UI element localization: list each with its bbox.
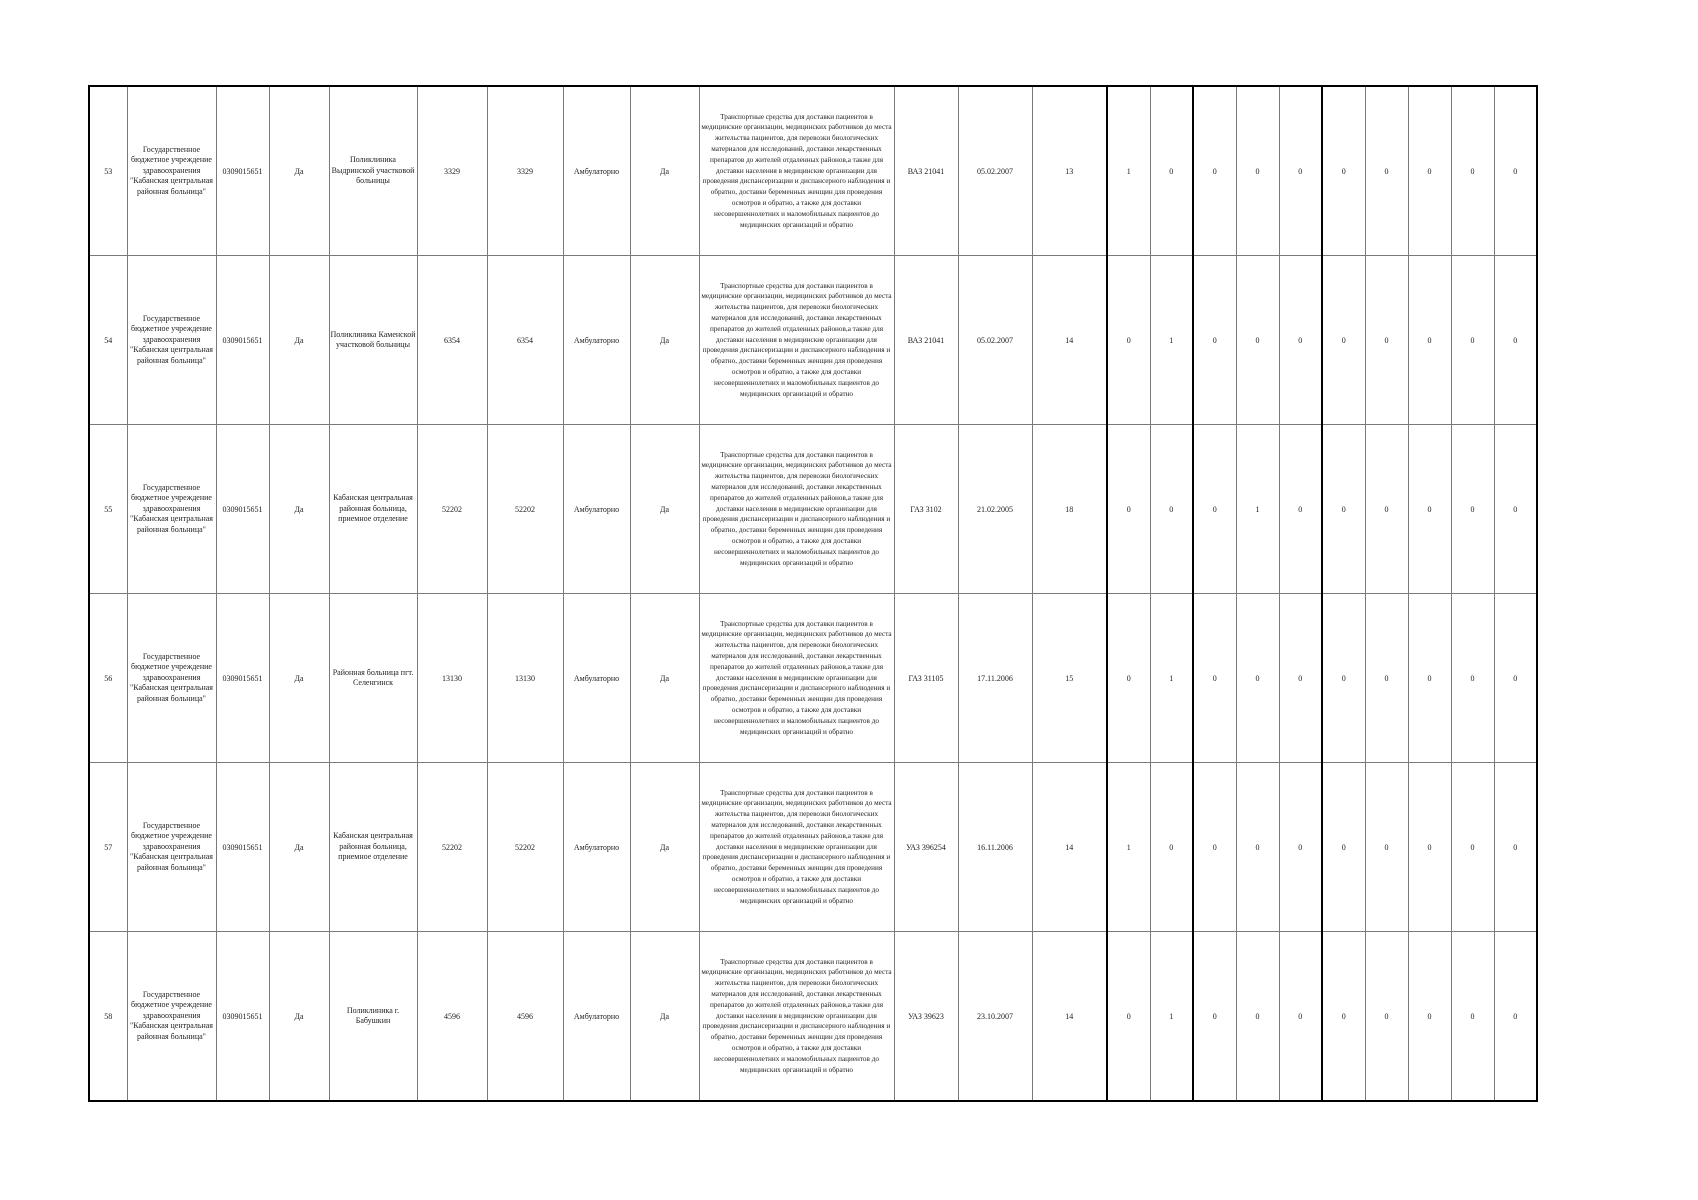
count-cell: 0 bbox=[1494, 594, 1537, 763]
flag-cell: Да bbox=[630, 932, 699, 1102]
vehicle-model-cell: ГАЗ 31105 bbox=[894, 594, 958, 763]
count-cell: 0 bbox=[1451, 425, 1494, 594]
count-cell: 0 bbox=[1279, 256, 1322, 425]
count-cell: 0 bbox=[1322, 932, 1365, 1102]
population-attached-cell: 4596 bbox=[487, 932, 563, 1102]
count-cell: 0 bbox=[1408, 425, 1451, 594]
count-cell: 0 bbox=[1279, 594, 1322, 763]
count-cell: 0 bbox=[1236, 86, 1279, 256]
count-cell: 0 bbox=[1193, 763, 1236, 932]
organization-cell: Государственное бюджетное учреждение здравоохранения "Кабанская центральная районная больница" bbox=[127, 256, 216, 425]
flag-cell: Да bbox=[269, 256, 329, 425]
inn-cell: 0309015651 bbox=[216, 425, 269, 594]
purpose-cell: Транспортные средства для доставки пациентов в медицинские организации, медицинских работников до места жительства пациентов, для перевозки биологических материалов для исследований, доставки лекарственных препаратов до жителей отдаленных районов,а также для доставки населения в медицинские организации для проведения диспансеризации и диспансерного наблюдения и обратно, доставки беременных женщин для проведения осмотров и обратно, а также для доставки несовершеннолетних и маломобильных пациентов до медицинских организаций и обратно bbox=[699, 594, 894, 763]
flag-cell: Да bbox=[269, 425, 329, 594]
count-cell: 0 bbox=[1322, 594, 1365, 763]
care-type-cell: Амбулаторно bbox=[563, 86, 630, 256]
count-cell: 0 bbox=[1236, 256, 1279, 425]
count-cell: 0 bbox=[1279, 86, 1322, 256]
count-cell: 1 bbox=[1107, 763, 1150, 932]
vehicle-model-cell: УАЗ 396254 bbox=[894, 763, 958, 932]
count-cell: 0 bbox=[1451, 763, 1494, 932]
count-cell: 0 bbox=[1365, 425, 1408, 594]
count-cell: 0 bbox=[1193, 932, 1236, 1102]
flag-cell: Да bbox=[630, 763, 699, 932]
count-cell: 0 bbox=[1150, 763, 1193, 932]
purpose-cell: Транспортные средства для доставки пациентов в медицинские организации, медицинских работников до места жительства пациентов, для перевозки биологических материалов для исследований, доставки лекарственных препаратов до жителей отдаленных районов,а также для доставки населения в медицинские организации для проведения диспансеризации и диспансерного наблюдения и обратно, доставки беременных женщин для проведения осмотров и обратно, а также для доставки несовершеннолетних и маломобильных пациентов до медицинских организаций и обратно bbox=[699, 425, 894, 594]
registration-date-cell: 05.02.2007 bbox=[958, 86, 1032, 256]
count-cell: 1 bbox=[1150, 594, 1193, 763]
population-cell: 4596 bbox=[417, 932, 487, 1102]
table-row bbox=[89, 256, 1537, 425]
table-row bbox=[89, 594, 1537, 763]
purpose-cell: Транспортные средства для доставки пациентов в медицинские организации, медицинских работников до места жительства пациентов, для перевозки биологических материалов для исследований, доставки лекарственных препаратов до жителей отдаленных районов,а также для доставки населения в медицинские организации для проведения диспансеризации и диспансерного наблюдения и обратно, доставки беременных женщин для проведения осмотров и обратно, а также для доставки несовершеннолетних и маломобильных пациентов до медицинских организаций и обратно bbox=[699, 763, 894, 932]
care-type-cell: Амбулаторно bbox=[563, 594, 630, 763]
purpose-cell: Транспортные средства для доставки пациентов в медицинские организации, медицинских работников до места жительства пациентов, для перевозки биологических материалов для исследований, доставки лекарственных препаратов до жителей отдаленных районов,а также для доставки населения в медицинские организации для проведения диспансеризации и диспансерного наблюдения и обратно, доставки беременных женщин для проведения осмотров и обратно, а также для доставки несовершеннолетних и маломобильных пациентов до медицинских организаций и обратно bbox=[699, 86, 894, 256]
row-number-cell: 56 bbox=[89, 594, 127, 763]
count-cell: 0 bbox=[1107, 932, 1150, 1102]
count-cell: 0 bbox=[1107, 256, 1150, 425]
count-cell: 0 bbox=[1408, 932, 1451, 1102]
row-number-cell: 58 bbox=[89, 932, 127, 1102]
count-cell: 1 bbox=[1150, 932, 1193, 1102]
flag-cell: Да bbox=[269, 763, 329, 932]
count-cell: 0 bbox=[1451, 594, 1494, 763]
flag-cell: Да bbox=[630, 594, 699, 763]
flag-cell: Да bbox=[269, 86, 329, 256]
count-cell: 0 bbox=[1365, 594, 1408, 763]
count-cell: 0 bbox=[1365, 932, 1408, 1102]
count-cell: 0 bbox=[1279, 763, 1322, 932]
vehicle-age-cell: 14 bbox=[1032, 932, 1107, 1102]
population-attached-cell: 52202 bbox=[487, 763, 563, 932]
vehicle-age-cell: 14 bbox=[1032, 763, 1107, 932]
count-cell: 0 bbox=[1236, 594, 1279, 763]
flag-cell: Да bbox=[269, 594, 329, 763]
count-cell: 0 bbox=[1365, 763, 1408, 932]
count-cell: 0 bbox=[1365, 86, 1408, 256]
flag-cell: Да bbox=[269, 932, 329, 1102]
count-cell: 0 bbox=[1279, 425, 1322, 594]
vehicle-age-cell: 15 bbox=[1032, 594, 1107, 763]
table-row bbox=[89, 763, 1537, 932]
count-cell: 0 bbox=[1322, 763, 1365, 932]
population-attached-cell: 52202 bbox=[487, 425, 563, 594]
registration-date-cell: 17.11.2006 bbox=[958, 594, 1032, 763]
count-cell: 0 bbox=[1494, 932, 1537, 1102]
count-cell: 0 bbox=[1322, 425, 1365, 594]
table-body bbox=[89, 86, 1537, 1101]
count-cell: 0 bbox=[1236, 763, 1279, 932]
registration-date-cell: 16.11.2006 bbox=[958, 763, 1032, 932]
organization-cell: Государственное бюджетное учреждение здравоохранения "Кабанская центральная районная больница" bbox=[127, 86, 216, 256]
count-cell: 1 bbox=[1236, 425, 1279, 594]
inn-cell: 0309015651 bbox=[216, 86, 269, 256]
vehicle-registry-table bbox=[88, 85, 1538, 1102]
count-cell: 0 bbox=[1107, 594, 1150, 763]
care-type-cell: Амбулаторно bbox=[563, 932, 630, 1102]
subdivision-cell: Поликлиника г. Бабушкин bbox=[329, 932, 417, 1102]
organization-cell: Государственное бюджетное учреждение здравоохранения "Кабанская центральная районная больница" bbox=[127, 932, 216, 1102]
count-cell: 0 bbox=[1193, 256, 1236, 425]
inn-cell: 0309015651 bbox=[216, 256, 269, 425]
purpose-cell: Транспортные средства для доставки пациентов в медицинские организации, медицинских работников до места жительства пациентов, для перевозки биологических материалов для исследований, доставки лекарственных препаратов до жителей отдаленных районов,а также для доставки населения в медицинские организации для проведения диспансеризации и диспансерного наблюдения и обратно, доставки беременных женщин для проведения осмотров и обратно, а также для доставки несовершеннолетних и маломобильных пациентов до медицинских организаций и обратно bbox=[699, 256, 894, 425]
subdivision-cell: Районная больница пгт. Селенгинск bbox=[329, 594, 417, 763]
flag-cell: Да bbox=[630, 256, 699, 425]
count-cell: 0 bbox=[1365, 256, 1408, 425]
count-cell: 0 bbox=[1150, 425, 1193, 594]
count-cell: 0 bbox=[1494, 425, 1537, 594]
population-cell: 6354 bbox=[417, 256, 487, 425]
count-cell: 0 bbox=[1494, 763, 1537, 932]
count-cell: 0 bbox=[1408, 763, 1451, 932]
count-cell: 0 bbox=[1107, 425, 1150, 594]
population-attached-cell: 6354 bbox=[487, 256, 563, 425]
row-number-cell: 55 bbox=[89, 425, 127, 594]
inn-cell: 0309015651 bbox=[216, 594, 269, 763]
organization-cell: Государственное бюджетное учреждение здравоохранения "Кабанская центральная районная больница" bbox=[127, 425, 216, 594]
vehicle-model-cell: ВАЗ 21041 bbox=[894, 256, 958, 425]
row-number-cell: 57 bbox=[89, 763, 127, 932]
population-cell: 52202 bbox=[417, 763, 487, 932]
count-cell: 0 bbox=[1322, 256, 1365, 425]
count-cell: 0 bbox=[1408, 86, 1451, 256]
count-cell: 0 bbox=[1193, 594, 1236, 763]
registration-date-cell: 05.02.2007 bbox=[958, 256, 1032, 425]
subdivision-cell: Кабанская центральная районная больница, приемное отделение bbox=[329, 425, 417, 594]
purpose-cell: Транспортные средства для доставки пациентов в медицинские организации, медицинских работников до места жительства пациентов, для перевозки биологических материалов для исследований, доставки лекарственных препаратов до жителей отдаленных районов,а также для доставки населения в медицинские организации для проведения диспансеризации и диспансерного наблюдения и обратно, доставки беременных женщин для проведения осмотров и обратно, а также для доставки несовершеннолетних и маломобильных пациентов до медицинских организаций и обратно bbox=[699, 932, 894, 1102]
subdivision-cell: Поликлиника Каменской участковой больницы bbox=[329, 256, 417, 425]
population-cell: 3329 bbox=[417, 86, 487, 256]
table-row bbox=[89, 425, 1537, 594]
count-cell: 0 bbox=[1193, 425, 1236, 594]
count-cell: 0 bbox=[1494, 256, 1537, 425]
care-type-cell: Амбулаторно bbox=[563, 256, 630, 425]
table-row bbox=[89, 86, 1537, 256]
count-cell: 0 bbox=[1150, 86, 1193, 256]
care-type-cell: Амбулаторно bbox=[563, 425, 630, 594]
vehicle-age-cell: 13 bbox=[1032, 86, 1107, 256]
inn-cell: 0309015651 bbox=[216, 932, 269, 1102]
registration-date-cell: 21.02.2005 bbox=[958, 425, 1032, 594]
count-cell: 0 bbox=[1408, 594, 1451, 763]
count-cell: 0 bbox=[1193, 86, 1236, 256]
count-cell: 0 bbox=[1279, 932, 1322, 1102]
table-row bbox=[89, 932, 1537, 1102]
registration-date-cell: 23.10.2007 bbox=[958, 932, 1032, 1102]
vehicle-model-cell: УАЗ 39623 bbox=[894, 932, 958, 1102]
flag-cell: Да bbox=[630, 86, 699, 256]
population-cell: 52202 bbox=[417, 425, 487, 594]
count-cell: 0 bbox=[1494, 86, 1537, 256]
count-cell: 1 bbox=[1150, 256, 1193, 425]
subdivision-cell: Поликлиника Выдринской участковой больницы bbox=[329, 86, 417, 256]
vehicle-model-cell: ГАЗ 3102 bbox=[894, 425, 958, 594]
population-attached-cell: 13130 bbox=[487, 594, 563, 763]
vehicle-model-cell: ВАЗ 21041 bbox=[894, 86, 958, 256]
care-type-cell: Амбулаторно bbox=[563, 763, 630, 932]
count-cell: 0 bbox=[1408, 256, 1451, 425]
row-number-cell: 54 bbox=[89, 256, 127, 425]
inn-cell: 0309015651 bbox=[216, 763, 269, 932]
count-cell: 0 bbox=[1451, 86, 1494, 256]
count-cell: 0 bbox=[1322, 86, 1365, 256]
count-cell: 0 bbox=[1236, 932, 1279, 1102]
population-cell: 13130 bbox=[417, 594, 487, 763]
count-cell: 0 bbox=[1451, 932, 1494, 1102]
organization-cell: Государственное бюджетное учреждение здравоохранения "Кабанская центральная районная больница" bbox=[127, 594, 216, 763]
vehicle-age-cell: 14 bbox=[1032, 256, 1107, 425]
organization-cell: Государственное бюджетное учреждение здравоохранения "Кабанская центральная районная больница" bbox=[127, 763, 216, 932]
subdivision-cell: Кабанская центральная районная больница, приемное отделение bbox=[329, 763, 417, 932]
flag-cell: Да bbox=[630, 425, 699, 594]
count-cell: 1 bbox=[1107, 86, 1150, 256]
count-cell: 0 bbox=[1451, 256, 1494, 425]
row-number-cell: 53 bbox=[89, 86, 127, 256]
vehicle-age-cell: 18 bbox=[1032, 425, 1107, 594]
population-attached-cell: 3329 bbox=[487, 86, 563, 256]
